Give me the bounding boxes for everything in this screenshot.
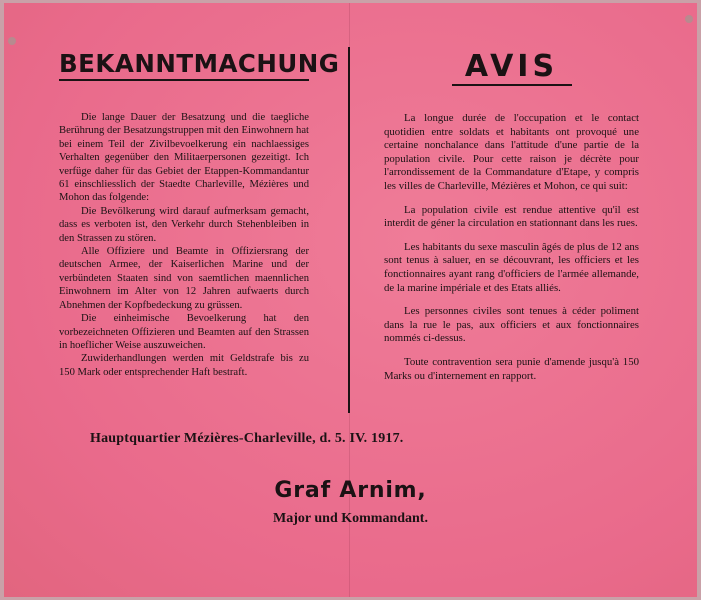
german-paragraph-1: Die lange Dauer der Besatzung und die taegliche Berührung der Besatzungstruppen mit den Einwohnern hat bei einem Teil der Zivilbevoelkerung ein nachlaessiges Verhalten gegenüber den Militaerpersonen gezeitigt. Ich verfüge daher für das Gebiet der Etappen-Kommandantur 61 einschliesslich der Staedte Charleville, Mézières und Mohon das folgende: xyxy=(59,112,309,204)
french-paragraph-5: Toute contravention sera punie d'amende jusqu'à 150 Marks ou d'internement en rapport. xyxy=(384,355,639,382)
french-paragraph-3: Les habitants du sexe masculin âgés de plus de 12 ans sont tenus à saluer, en se découvrant, les officiers et les fonctionnaires ayant rang d'officiers de l'armée allemande, de la marine impériale et des Etats alliés. xyxy=(384,240,639,294)
german-paragraph-2: Die Bevölkerung wird darauf aufmerksam gemacht, dass es verboten ist, den Verkehr durch Stehenbleiben in den Strassen zu stören. xyxy=(59,205,309,244)
column-divider xyxy=(348,47,350,413)
pin-hole xyxy=(8,37,16,45)
pin-hole xyxy=(685,15,693,23)
german-column xyxy=(59,49,340,379)
headquarters-dateline xyxy=(4,431,697,447)
french-paragraph-2: La population civile est rendue attentive qu'il est interdit de géner la circulation en stationnant dans les rues. xyxy=(384,203,639,230)
signature-name: Graf Arnim, xyxy=(274,478,427,503)
proclamation-poster xyxy=(4,3,697,597)
headquarters-text: Hauptquartier Mézières-Charleville, d. 5. IV. 1917. xyxy=(90,431,404,446)
french-column xyxy=(384,49,639,393)
french-paragraph-1: La longue durée de l'occupation et le contact quotidien entre soldats et habitants ont provoqué une certaine nonchalance dans l'attitude d'une partie de la population civile. Pour cette raison je décrète pour l'arrondissement de la Commandature d'Etape, y compris les villes de Charleville, Mézières et Mohon, ce qui suit: xyxy=(384,112,639,192)
german-paragraph-5: Zuwiderhandlungen werden mit Geldstrafe bis zu 150 Mark oder entsprechender Haft bestraft. xyxy=(59,353,309,378)
german-paragraph-4: Die einheimische Bevoelkerung hat den vorbezeichneten Offizieren und Beamten auf den Strassen in hoeflicher Weise auszuweichen. xyxy=(59,313,309,351)
german-title: BEKANNTMACHUNG xyxy=(59,49,309,81)
signature-rank: Major und Kommandant. xyxy=(273,511,428,526)
french-title: AVIS xyxy=(452,49,572,86)
french-paragraph-4: Les personnes civiles sont tenues à céder poliment dans la rue le pas, aux officiers et aux fonctionnaires nommés ci-dessus. xyxy=(384,305,639,345)
german-paragraph-3: Alle Offiziere und Beamte in Offiziersrang der deutschen Armee, der Kaiserlichen Marine und der verbündeten Staaten sind von saemtlichen maennlichen Einwohnern im Alter von 12 Jahren aufwaerts durch Abnehmen der Kopfbedeckung zu grüssen. xyxy=(59,246,309,311)
